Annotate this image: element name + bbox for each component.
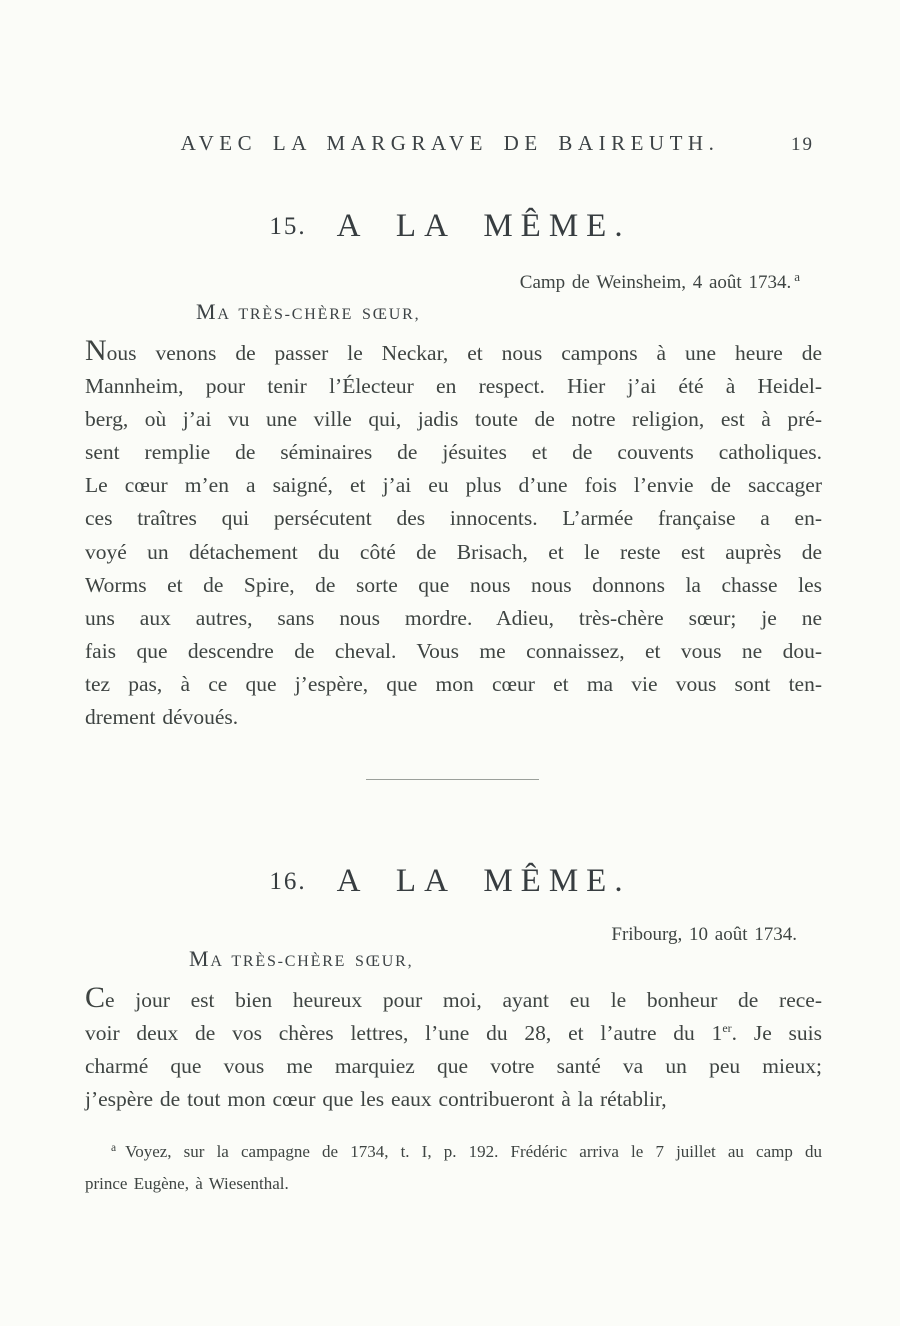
body-line: charmé que vous me marquiez que votre santé va un peu mieux; <box>85 1053 822 1078</box>
body-line: ces traîtres qui persécutent des innocents. L’armée française a en- <box>85 506 822 531</box>
footnote-line <box>85 1136 822 1168</box>
footnote-ref-a: a <box>111 1142 117 1154</box>
body-line: Le cœur m’en a saigné, et j’ai eu plus d’une fois l’envie de saccager <box>85 473 822 498</box>
body-line: Mannheim, pour tenir l’Électeur en respect. Hier j’ai été à Heidel- <box>85 374 822 399</box>
letter-16-dateline-text: Fribourg, 10 août 1734. <box>611 924 797 945</box>
body-line-segment: voir deux de vos chères lettres, l’une du 28, et l’autre du 1 <box>85 1020 723 1045</box>
footnote-ref-a-marker: a <box>794 269 800 284</box>
letter-15-number: 15. <box>269 213 307 240</box>
running-head-title: AVEC LA MARGRAVE DE BAIREUTH. <box>180 131 720 155</box>
body-line: voyé un détachement du côté de Brisach, et le reste est auprès de <box>85 539 822 564</box>
footnote <box>85 1136 822 1199</box>
body-line: berg, où j’ai vu une ville qui, jadis toute de notre religion, est à pré- <box>85 407 822 432</box>
ordinal-er: er <box>722 1020 732 1035</box>
letter-15-body <box>85 334 822 734</box>
body-line: uns aux autres, sans nous mordre. Adieu, très-chère sœur; je ne <box>85 605 822 630</box>
section-divider <box>366 779 539 780</box>
letter-15-heading <box>0 208 900 245</box>
footnote-line: prince Eugène, à Wiesenthal. <box>85 1173 289 1193</box>
letter-16-dateline <box>611 924 797 946</box>
letter-15-title: A LA MÊME. <box>336 208 631 244</box>
body-line <box>85 1017 822 1050</box>
letter-16-salutation: MA TRÈS-CHÈRE SŒUR, <box>189 946 414 971</box>
body-line: Ce jour est bien heureux pour moi, ayant eu le bonheur de rece- <box>85 981 822 1014</box>
letter-15-salutation: MA TRÈS-CHÈRE SŒUR, <box>196 299 421 324</box>
letter-16-number: 16. <box>269 868 307 895</box>
body-line-segment: . Je suis <box>731 1020 822 1045</box>
body-line: Worms et de Spire, de sorte que nous nous donnons la chasse les <box>85 572 822 597</box>
running-head <box>0 131 900 156</box>
body-line: drement dévoués. <box>85 705 239 730</box>
body-line: j’espère de tout mon cœur que les eaux contribueront à la rétablir, <box>85 1086 667 1111</box>
letter-15-dateline <box>519 269 800 294</box>
letter-16-body <box>85 982 822 1116</box>
page-number: 19 <box>791 134 814 155</box>
body-line: sent remplie de séminaires de jésuites et de couvents catholiques. <box>85 440 822 465</box>
body-line: fais que descendre de cheval. Vous me connaissez, et vous ne dou- <box>85 638 822 663</box>
footnote-text: Voyez, sur la campagne de 1734, t. I, p. 192. Frédéric arriva le 7 juillet au camp du <box>125 1142 822 1161</box>
letter-16-title: A LA MÊME. <box>336 863 631 899</box>
letter-16-heading <box>0 863 900 900</box>
letter-15-dateline-text: Camp de Weinsheim, 4 août 1734. <box>519 272 792 293</box>
body-line: tez pas, à ce que j’espère, que mon cœur et ma vie vous sont ten- <box>85 671 822 696</box>
body-line: Nous venons de passer le Neckar, et nous campons à une heure de <box>85 334 822 367</box>
